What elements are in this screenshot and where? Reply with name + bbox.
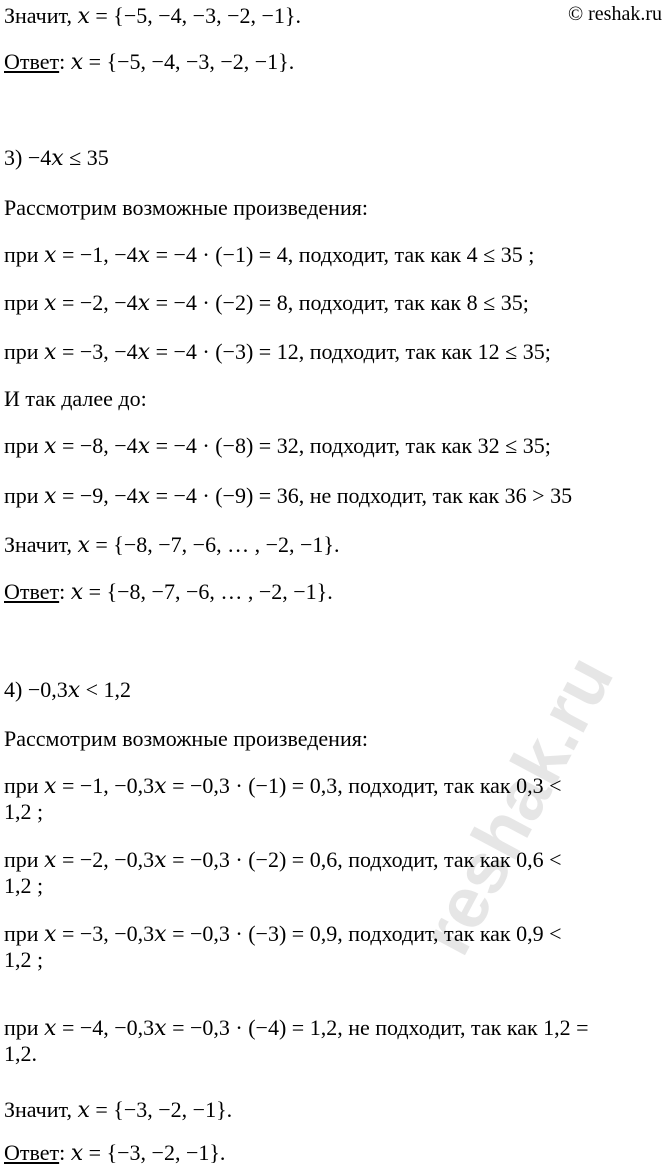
answer-label: Ответ bbox=[4, 579, 60, 604]
text-line: при 𝑥 = −9, −4𝑥 = −4 · (−9) = 36, не подходит, так как 36 > 35 bbox=[4, 483, 573, 508]
text-line: при 𝑥 = −1, −0,3𝑥 = −0,3 · (−1) = 0,3, подходит, так как 0,3 < bbox=[4, 773, 562, 798]
text-line: И так далее до: bbox=[4, 386, 147, 411]
answer-line bbox=[4, 579, 333, 605]
answer-line bbox=[4, 49, 294, 75]
answer-line bbox=[4, 1140, 225, 1166]
answer-value: : 𝑥 = {−3, −2, −1}. bbox=[59, 1140, 226, 1165]
text-line: 1,2 ; bbox=[4, 873, 44, 898]
text-line: 1,2. bbox=[4, 1041, 37, 1066]
text-line: Значит, 𝑥 = {−8, −7, −6, … , −2, −1}. bbox=[4, 532, 340, 557]
text-line: 1,2 ; bbox=[4, 799, 44, 824]
text-line: при 𝑥 = −3, −4𝑥 = −4 · (−3) = 12, подходит, так как 12 ≤ 35; bbox=[4, 339, 551, 364]
text-line: при 𝑥 = −2, −0,3𝑥 = −0,3 · (−2) = 0,6, подходит, так как 0,6 < bbox=[4, 847, 562, 872]
copyright-label: © reshak.ru bbox=[567, 3, 662, 25]
answer-label: Ответ bbox=[4, 49, 60, 74]
answer-label: Ответ bbox=[4, 1140, 60, 1165]
watermark-text: reshak.ru bbox=[406, 643, 630, 968]
text-line: при 𝑥 = −2, −4𝑥 = −4 · (−2) = 8, подходит, так как 8 ≤ 35; bbox=[4, 290, 529, 315]
text-line: Значит, 𝑥 = {−3, −2, −1}. bbox=[4, 1097, 233, 1122]
text-line: Рассмотрим возможные произведения: bbox=[4, 726, 368, 751]
answer-value: : 𝑥 = {−8, −7, −6, … , −2, −1}. bbox=[59, 579, 333, 604]
answer-value: : 𝑥 = {−5, −4, −3, −2, −1}. bbox=[59, 49, 295, 74]
text-line: при 𝑥 = −3, −0,3𝑥 = −0,3 · (−3) = 0,9, подходит, так как 0,9 < bbox=[4, 921, 562, 946]
text-line: Значит, 𝑥 = {−5, −4, −3, −2, −1}. bbox=[4, 3, 301, 28]
task-heading: 4) −0,3𝑥 < 1,2 bbox=[4, 677, 132, 702]
text-line: при 𝑥 = −8, −4𝑥 = −4 · (−8) = 32, подходит, так как 32 ≤ 35; bbox=[4, 433, 551, 458]
text-line: при 𝑥 = −1, −4𝑥 = −4 · (−1) = 4, подходит, так как 4 ≤ 35 ; bbox=[4, 242, 535, 267]
text-line: Рассмотрим возможные произведения: bbox=[4, 195, 368, 220]
text-line: 1,2 ; bbox=[4, 947, 44, 972]
task-heading: 3) −4𝑥 ≤ 35 bbox=[4, 145, 109, 170]
text-line: при 𝑥 = −4, −0,3𝑥 = −0,3 · (−4) = 1,2, не подходит, так как 1,2 = bbox=[4, 1015, 589, 1040]
